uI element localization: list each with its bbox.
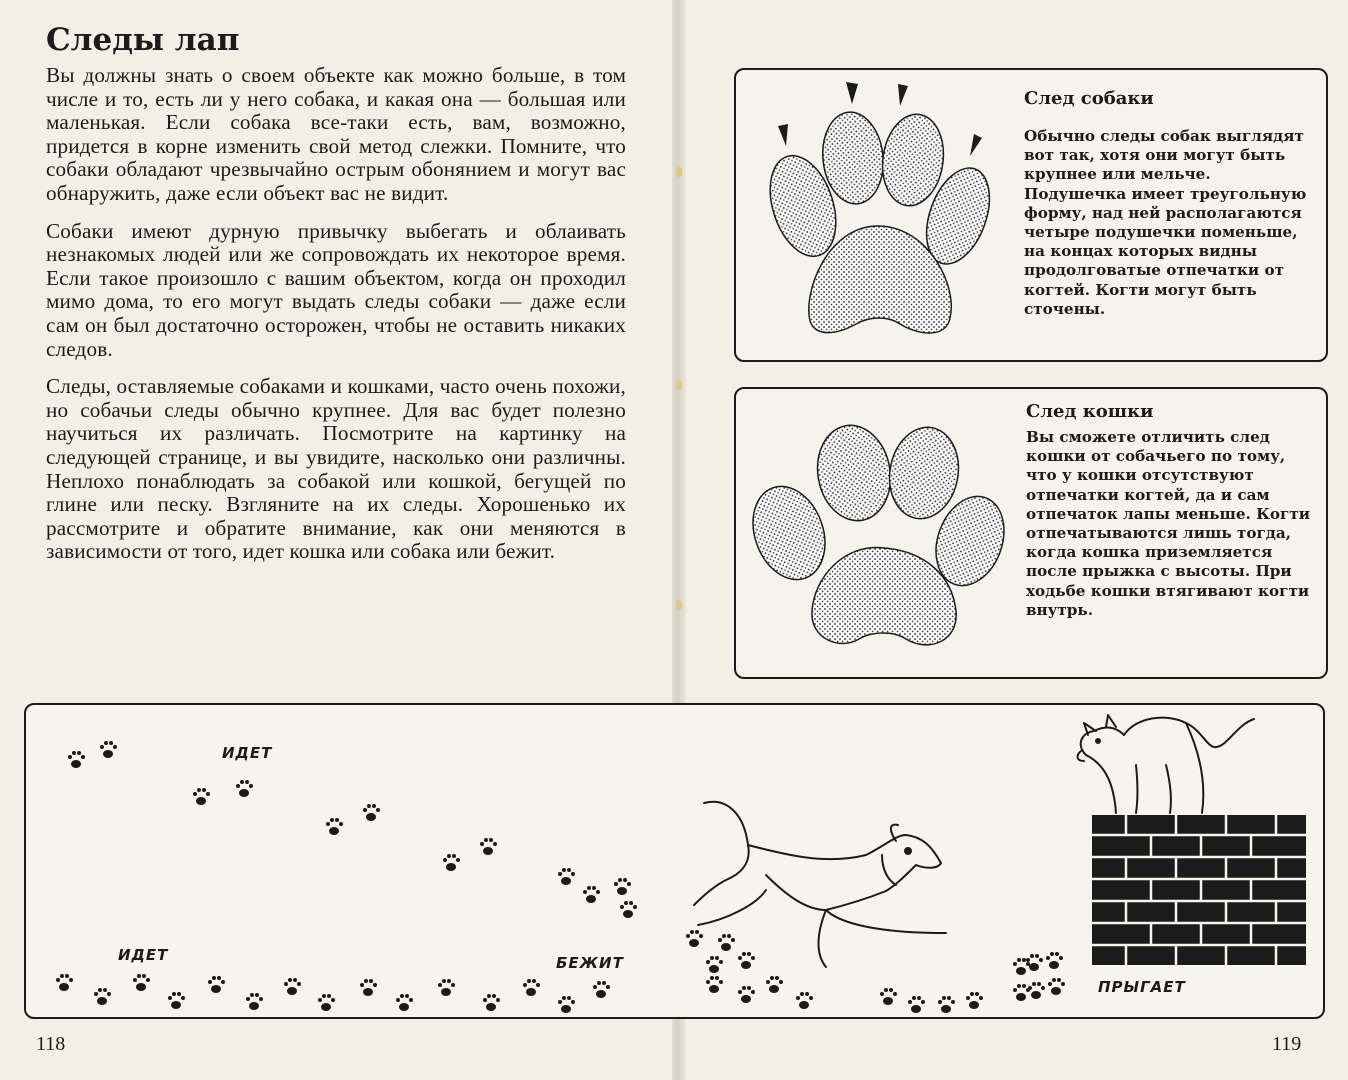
cat-paw-illustration (744, 403, 1014, 673)
paw-prints-walk-upper (68, 741, 637, 918)
tracks-panel (24, 703, 1325, 1019)
label-run: БЕЖИТ (556, 954, 624, 972)
cat-track-box (734, 387, 1328, 679)
label-walk-lower: ИДЕТ (118, 946, 169, 964)
page-number-right: 119 (1272, 1033, 1302, 1055)
paragraph: Вы должны знать о своем объекте как можно больше, в том числе и то, есть ли у него собака, и какая она — большая или маленькая. Если собака все-таки есть, вам, возможно, придется в корне изменить свой метод слежки. Помните, что собаки обладают чрезвычайно острым обонянием и могут вас обнаружить, даже если объект вас не видит. (46, 63, 626, 205)
binding-stitch (676, 600, 682, 610)
running-dog (694, 802, 946, 967)
paw-prints-walk-lower (56, 974, 610, 1013)
dog-box-text (1024, 88, 1314, 319)
binding-stitch (676, 380, 682, 390)
dog-paw-illustration (748, 76, 998, 356)
brick-wall (1092, 815, 1306, 965)
dog-box-title: След собаки (1024, 88, 1154, 109)
page-number-left: 118 (36, 1033, 66, 1055)
page-title: Следы лап (46, 22, 240, 58)
cat-box-text (1026, 401, 1316, 620)
body-text (46, 64, 626, 578)
paragraph: Собаки имеют дурную привычку выбегать и облаивать незнакомых людей или же сопровождать их некоторое время. Если такое произошло с вашим объектом, когда он проходил мимо дома, то его могут выдать следы собаки — даже если сам он был достаточно осторожен, чтобы не оставить никаких следов. (46, 218, 626, 361)
binding-stitch (676, 167, 682, 177)
dog-box-body: Обычно следы собак выглядят вот так, хотя они могут быть крупнее или мельче. Подушечка имеет треугольную форму, над ней располагаются четыре подушечки поменьше, на концах которых видны продолговатые отпечатки от когтей. Когти могут быть сточены. (1024, 127, 1307, 318)
paw-prints-run (686, 930, 983, 1013)
cat-box-body: Вы сможете отличить след кошки от собачьего по тому, что у кошки отсутствуют отпечатки когтей, да и сам отпечаток лапы меньше. Когти отпечатываются лишь тогда, когда кошка приземляется после прыжка с высоты. При ходьбе кошки втягивают когти внутрь. (1026, 428, 1311, 619)
paw-prints-jump (1013, 952, 1065, 1001)
label-walk-upper: ИДЕТ (222, 744, 273, 762)
paragraph: Следы, оставляемые собаками и кошками, часто очень похожи, но собачьи следы обычно крупнее. Для вас будет полезно научиться их различать. Посмотрите на картинку на следующей странице, и вы увидите, насколько они различны. Неплохо понаблюдать за собакой или кошкой, бегущей по глине или песку. Взгляните на их следы. Хорошенько их рассмотрите и обратите внимание, как они меняются в зависимости от того, идет кошка или собака или бежит. (46, 374, 626, 564)
dog-track-box (734, 68, 1328, 362)
cat-box-title: След кошки (1026, 401, 1154, 422)
arched-cat (1078, 715, 1254, 813)
label-jump: ПРЫГАЕТ (1098, 978, 1186, 996)
tracks-illustration (26, 705, 1323, 1017)
